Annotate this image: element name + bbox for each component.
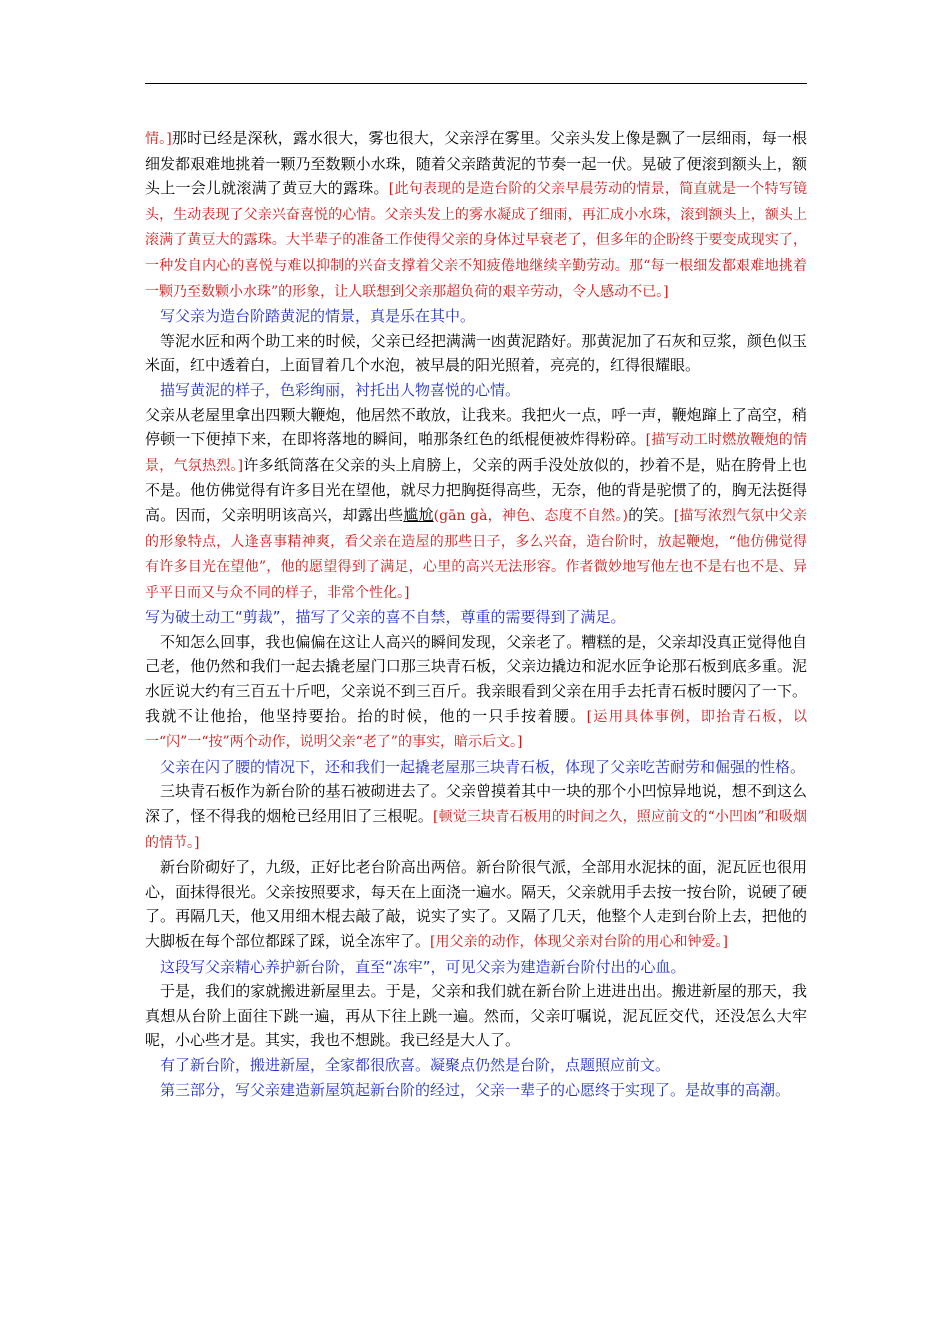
annotation: 情。] [145, 131, 172, 147]
annotation: [描写动工时燃放鞭炮的情景，气氛热烈。] [145, 432, 807, 474]
annotation: [用父亲的动作，体现父亲对台阶的用心和钟爱。] [430, 934, 728, 950]
header-rule [145, 83, 807, 84]
commentary: 第三部分，写父亲建造新屋筑起新台阶的经过，父亲一辈子的心愿终于实现了。是故事的高潮。 [160, 1080, 791, 1099]
commentary: 这段写父亲精心养护新台阶，直至“冻牢”，可见父亲为建造新台阶付出的心血。 [160, 957, 686, 976]
commentary: 写为破土动工“剪裁”，描写了父亲的喜不自禁，尊重的需要得到了满足。 [145, 608, 626, 627]
paragraph-foundation [145, 779, 807, 855]
body-text: 那时已经是深秋，露水很大，雾也很大，父亲浮在雾里。父亲头发上像是飘了一层细雨，每一根细发都艰难地挑着一颗乃至数颗小水珠，随着父亲踏黄泥的节奏一起一伏。晃破了便滚到额头上，额头上一会儿就滚满了黄豆大的露珠。 [145, 129, 807, 198]
annotation: [此句表现的是造台阶的父亲早晨劳动的情景，简直就是一个特写镜头，生动表现了父亲兴奋喜悦的心情。父亲头发上的雾水凝成了细雨，再汇成小水珠，滚到额头上，额头上滚满了黄豆大的露珠。大半辈子的准备工作使得父亲的身体过早衰老了，但多年的企盼终于要变成现实了，一种发自内心的喜悦与难以抑制的兴奋支撑着父亲不知疲倦地继续辛勤劳动。那“每一根细发都艰难地挑着一颗乃至数颗小水珠”的形象，让人联想到父亲那超负荷的艰辛劳动，令人感动不已。] [145, 181, 807, 300]
body-text: 的笑。 [628, 505, 674, 524]
paragraph-stone-slabs [145, 630, 807, 755]
document-body [145, 126, 807, 1102]
annotation: [描写浓烈气氛中父亲的形象特点，人逢喜事精神爽，看父亲在造屋的那些日子，多么兴奋，造台阶时，放起鞭炮，“他仿佛觉得有许多目光在望他”，他的愿望得到了满足，心里的高兴无法形容。作者微妙地写他左也不是右也不是、异乎平日而又与众不同的样子，非常个性化。] [145, 507, 807, 601]
body-text: 不知怎么回事，我也偏偏在这让人高兴的瞬间发现，父亲老了。糟糕的是，父亲却没真正觉得他自己老，他仍然和我们一起去撬老屋门口那三块青石板，父亲边撬边和泥水匠争论那石板到底多重。泥水匠说大约有三百五十斤吧，父亲说不到三百斤。我亲眼看到父亲在用手去托青石板时腰闪了一下。我就不让他抬，他坚持要抬。抬的时候，他的一只手按着腰。 [145, 632, 807, 725]
annotation: [运用具体事例，即抬青石板，以一“闪”一“按”两个动作，说明父亲“老了”的事实，暗示后文。] [145, 708, 807, 751]
paragraph-moving-in: 于是，我们的家就搬进新屋里去。于是，父亲和我们就在新台阶上进进出出。搬进新屋的那天，我真想从台阶上面往下跳一遍，再从下往上跳一遍。然而，父亲叮嘱说，泥瓦匠交代，还没怎么大牢呢，小心些才是。其实，我也不想跳。我已经是大人了。 [145, 982, 807, 1050]
annotation: [顿觉三块青石板用的时间之久，照应前文的“小凹凼”和吸烟的情节。] [145, 809, 807, 851]
paragraph-firecrackers [145, 403, 807, 606]
underlined-word: 尴尬 [403, 505, 434, 524]
pinyin-note: (gān gà，神色、态度不自然。) [433, 507, 628, 524]
body-text: 许多纸筒落在父亲的头上肩膀上，父亲的两手没处放似的，抄着不是，贴在胯骨上也不是。他仿佛觉得有许多目光在望他，就尽力把胸挺得高些，无奈，他的背是驼惯了的，胸无法挺得高。因而，父亲明明该高兴，却露出些 [145, 455, 807, 524]
body-text: 父亲从老屋里拿出四颗大鞭炮，他居然不敢放，让我来。我把火一点，呼一声，鞭炮蹿上了高空，稍停顿一下便掉下来，在即将落地的瞬间，啪那条红色的纸棍便被炸得粉碎。 [145, 405, 807, 449]
commentary: 父亲在闪了腰的情况下，还和我们一起撬老屋那三块青石板，体现了父亲吃苦耐劳和倔强的性格。 [160, 757, 806, 776]
paragraph-mud: 等泥水匠和两个助工来的时候，父亲已经把满满一凼黄泥踏好。那黄泥加了石灰和豆浆，颜色似玉米面，红中透着白，上面冒着几个水泡，被早晨的阳光照着，亮亮的，红得很耀眼。 [145, 331, 807, 375]
commentary: 写父亲为造台阶踏黄泥的情景，真是乐在其中。 [160, 307, 476, 326]
body-text: 三块青石板作为新台阶的基石被砌进去了。父亲曾摸着其中一块的那个小凹惊异地说，想不到这么深了，怪不得我的烟枪已经用旧了三根呢。 [145, 782, 807, 826]
commentary: 有了新台阶，搬进新屋，全家都很欣喜。凝聚点仍然是台阶，点题照应前文。 [160, 1055, 671, 1074]
paragraph-dew [145, 126, 807, 304]
commentary: 描写黄泥的样子，色彩绚丽，衬托出人物喜悦的心情。 [160, 380, 521, 399]
paragraph-new-steps [145, 855, 807, 954]
body-text: 新台阶砌好了，九级，正好比老台阶高出两倍。新台阶很气派，全部用水泥抹的面，泥瓦匠也很用心，面抹得很光。父亲按照要求，每天在上面浇一遍水。隔天，父亲就用手去按一按台阶，说硬了硬了。再隔几天，他又用细木棍去敲了敲，说实了实了。又隔了几天，他整个人走到台阶上去，把他的大脚板在每个部位都踩了踩，说全冻牢了。 [145, 858, 807, 950]
